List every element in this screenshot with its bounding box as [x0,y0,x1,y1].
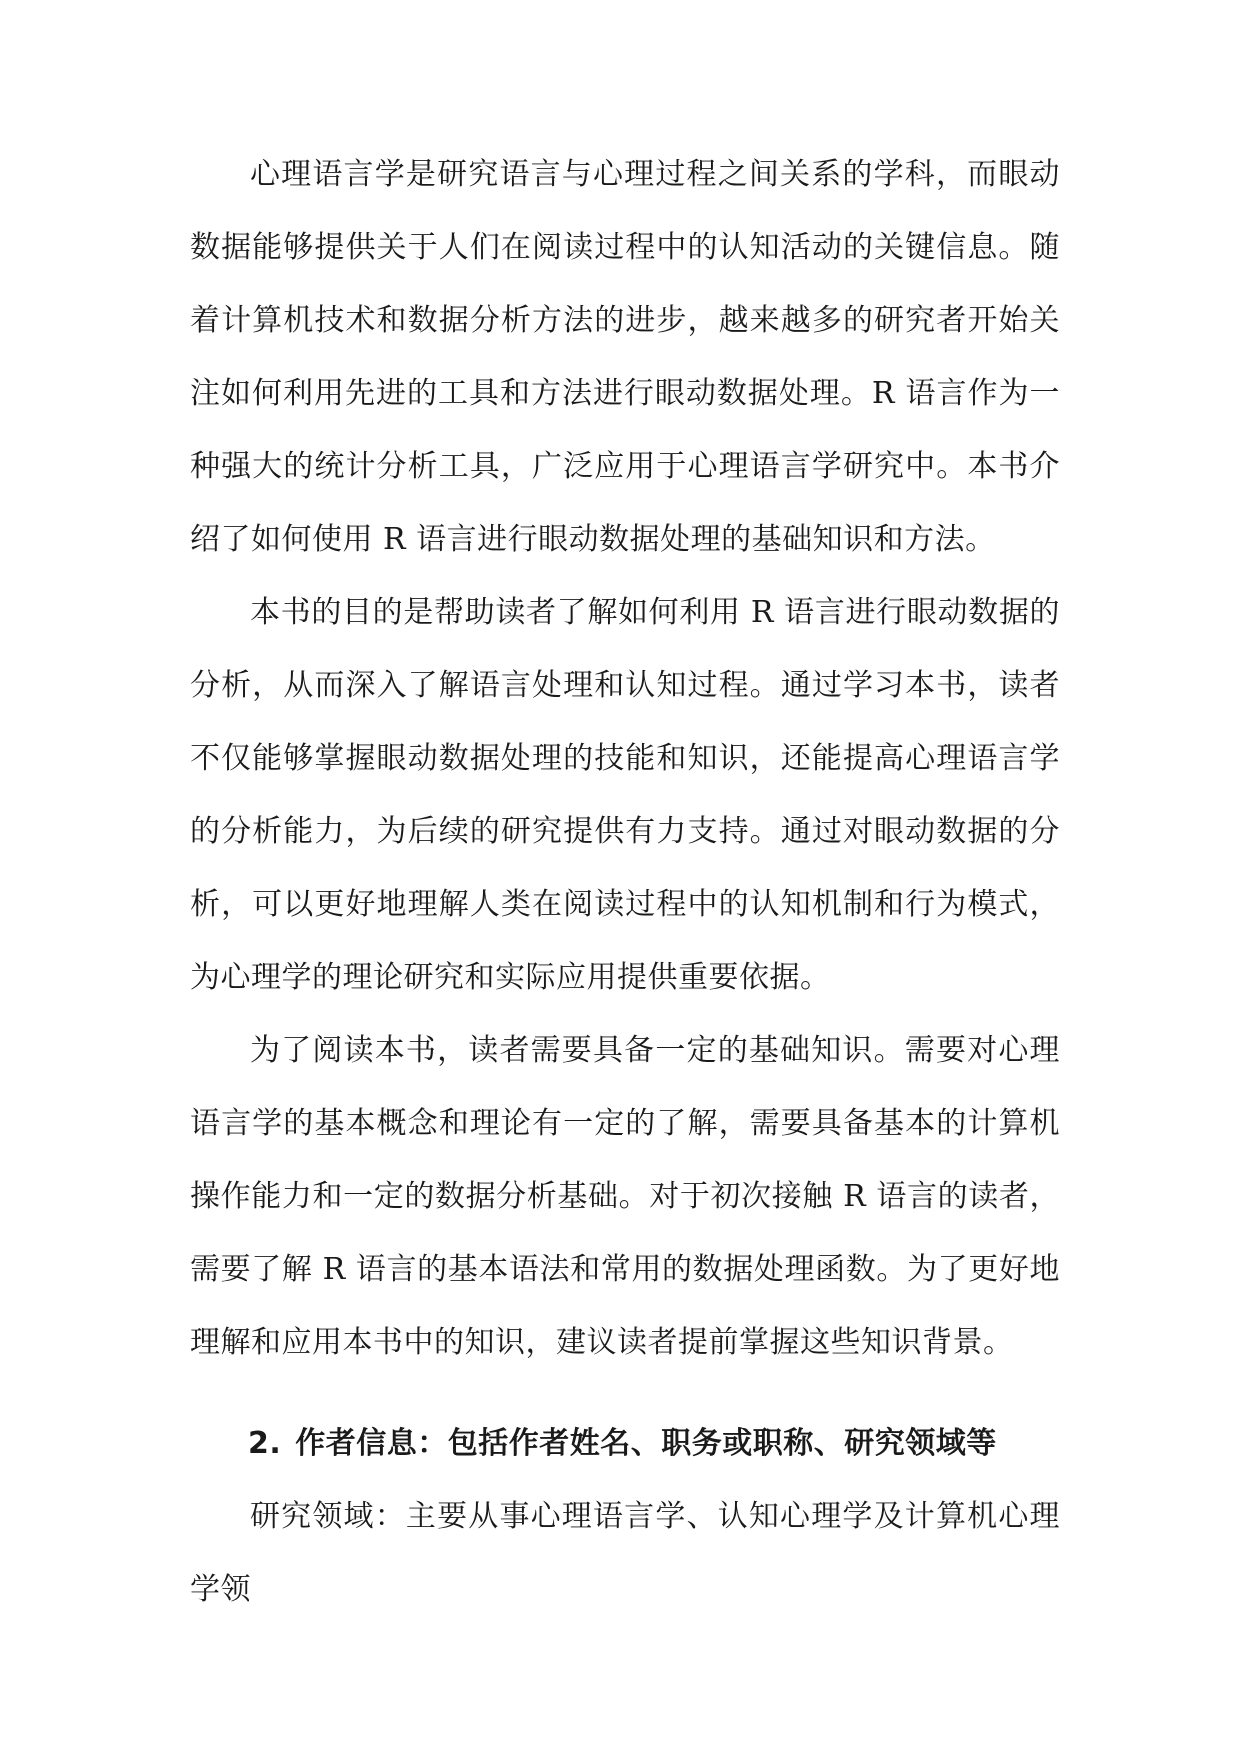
prerequisites-paragraph: 为了阅读本书，读者需要具备一定的基础知识。需要对心理语言学的基本概念和理论有一定的了解，需要具备基本的计算机操作能力和一定的数据分析基础。对于初次接触 R 语言的读者，需要了解 R 语言的基本语法和常用的数据处理函数。为了更好地理解和应用本书中的知识，建议读者提前掌握这些知识背景。 [190,1033,1060,1360]
research-field-paragraph: 研究领域：主要从事心理语言学、认知心理学及计算机心理学领 [190,1499,1060,1607]
section-heading [190,1407,1060,1480]
intro-paragraph: 心理语言学是研究语言与心理过程之间关系的学科，而眼动数据能够提供关于人们在阅读过程中的认知活动的关键信息。随着计算机技术和数据分析方法的进步，越来越多的研究者开始关注如何利用先进的工具和方法进行眼动数据处理。R 语言作为一种强大的统计分析工具，广泛应用于心理语言学研究中。本书介绍了如何使用 R 语言进行眼动数据处理的基础知识和方法。 [190,157,1060,557]
section-title: 作者信息：包括作者姓名、职务或职称、研究领域等 [295,1426,997,1461]
section-number: 2. [248,1426,282,1461]
purpose-paragraph: 本书的目的是帮助读者了解如何利用 R 语言进行眼动数据的分析，从而深入了解语言处理和认知过程。通过学习本书，读者不仅能够掌握眼动数据处理的技能和知识，还能提高心理语言学的分析能力，为后续的研究提供有力支持。通过对眼动数据的分析，可以更好地理解人类在阅读过程中的认知机制和行为模式，为心理学的理论研究和实际应用提供重要依据。 [190,595,1060,995]
document-body [190,138,1060,1626]
